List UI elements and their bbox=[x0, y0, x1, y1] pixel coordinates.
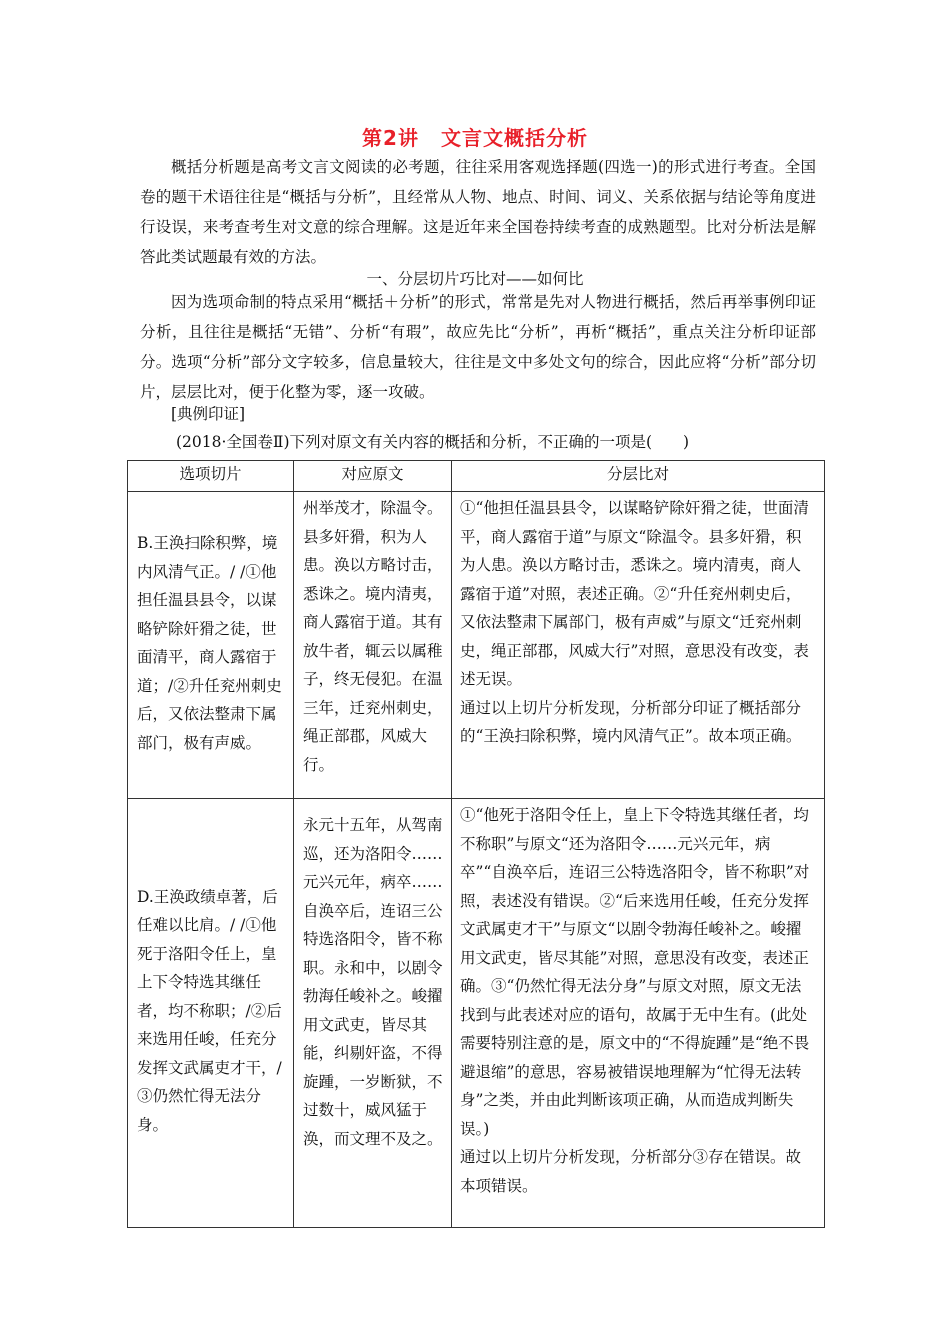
option-text: D.王涣政绩卓著，后任难以比肩。/ /①他死于洛阳令任上，皇上下令特选其继任者，均不称职；/②后来选用任峻，任充分发挥文武属吏才干，/③仍然忙得无法分身。 bbox=[137, 887, 282, 1134]
original-text: 永元十五年，从驾南巡，还为洛阳令……元兴元年，病卒……自涣卒后，连诏三公特选洛阳令，皆不称职。永和中，以剧令勃海任峻补之。峻擢用文武吏，皆尽其能，纠剔奸盗，不得旋踵，一岁断狱，不过数十，威风猛于涣，而文理不及之。 bbox=[303, 816, 443, 1148]
original-text: 州举茂才，除温令。县多奸猾，积为人患。涣以方略讨击，悉诛之。境内清夷，商人露宿于道。其有放牛者，辄云以属稚子，终无侵犯。在温三年，迁兖州刺史，绳正部郡，风威大行。 bbox=[303, 499, 443, 774]
analysis-cell bbox=[452, 799, 825, 1228]
header-layered-comparison: 分层比对 bbox=[452, 461, 825, 492]
option-cell bbox=[128, 492, 294, 799]
comparison-table bbox=[127, 460, 825, 1228]
original-cell bbox=[294, 492, 452, 799]
analysis-text: ①“他死于洛阳令任上，皇上下令特选其继任者，均不称职”与原文“还为洛阳令……元兴元年，病卒”“自涣卒后，连诏三公特选洛阳令，皆不称职”对照，表述没有错误。②“后来选用任峻，任充分发挥文武属吏才干”与原文“以剧令勃海任峻补之。峻擢用文武吏，皆尽其能”对照，意思没有改变，表述正确。③“仍然忙得无法分身”与原文对照，原文无法找到与此表述对应的语句，故属于无中生有。(此处需要特别注意的是，原文中的“不得旋踵”是“绝不畏避退缩”的意思，容易被错误地理解为“忙得无法转身”之类，并由此判断该项正确，从而造成判断失误。) bbox=[460, 806, 810, 1138]
section-heading: 一、分层切片巧比对——如何比 bbox=[366, 270, 584, 288]
table-row bbox=[128, 799, 825, 1228]
intro-paragraph: 概括分析题是高考文言文阅读的必考题，往往采用客观选择题(四选一)的形式进行考查。全国卷的题干术语往往是“概括与分析”，且经常从人物、地点、时间、词义、关系依据与结论等角度进行设误，来考查考生对文意的综合理解。这是近年来全国卷持续考查的成熟题型。比对分析法是解答此类试题最有效的方法。 bbox=[140, 158, 816, 266]
conclusion-text: 通过以上切片分析发现，分析部分印证了概括部分的“王涣扫除积弊，境内风清气正”。故本项正确。 bbox=[460, 698, 802, 745]
lecture-number: 第2讲 bbox=[362, 126, 419, 150]
option-cell bbox=[128, 799, 294, 1228]
lecture-topic: 文言文概括分析 bbox=[440, 126, 588, 150]
conclusion-text: 通过以上切片分析发现，分析部分③存在错误。故本项错误。 bbox=[460, 1148, 802, 1195]
header-original-text: 对应原文 bbox=[294, 461, 452, 492]
option-text: B.王涣扫除积弊，境内风清气正。/ /①他担任温县县令，以谋略铲除奸猾之徒，世面清平，商人露宿于道；/②升任兖州刺史后，又依法整肃下属部门，极有声威。 bbox=[137, 534, 282, 752]
analysis-cell bbox=[452, 492, 825, 799]
question-stem: (2018·全国卷Ⅱ)下列对原文有关内容的概括和分析，不正确的一项是( ) bbox=[176, 433, 690, 451]
example-label: [典例印证] bbox=[171, 405, 246, 423]
page-title bbox=[0, 122, 950, 151]
analysis-text: ①“他担任温县县令，以谋略铲除奸猾之徒，世面清平，商人露宿于道”与原文“除温令。县多奸猾，积为人患。涣以方略讨击，悉诛之。境内清夷，商人露宿于道”对照，表述正确。②“升任兖州刺史后，又依法整肃下属部门，极有声威”与原文“迁兖州刺史，绳正部郡，风威大行”对照，意思没有改变，表述无误。 bbox=[460, 499, 809, 688]
table-row bbox=[128, 492, 825, 799]
original-cell bbox=[294, 799, 452, 1228]
header-option-slice: 选项切片 bbox=[128, 461, 294, 492]
table-header-row bbox=[128, 461, 825, 492]
section-paragraph: 因为选项命制的特点采用“概括＋分析”的形式，常常是先对人物进行概括，然后再举事例印证分析，且往往是概括“无错”、分析“有瑕”，故应先比“分析”，再析“概括”，重点关注分析印证部分。选项“分析”部分文字较多，信息量较大，往往是文中多处文句的综合，因此应将“分析”部分切片，层层比对，便于化整为零，逐一攻破。 bbox=[140, 293, 816, 401]
